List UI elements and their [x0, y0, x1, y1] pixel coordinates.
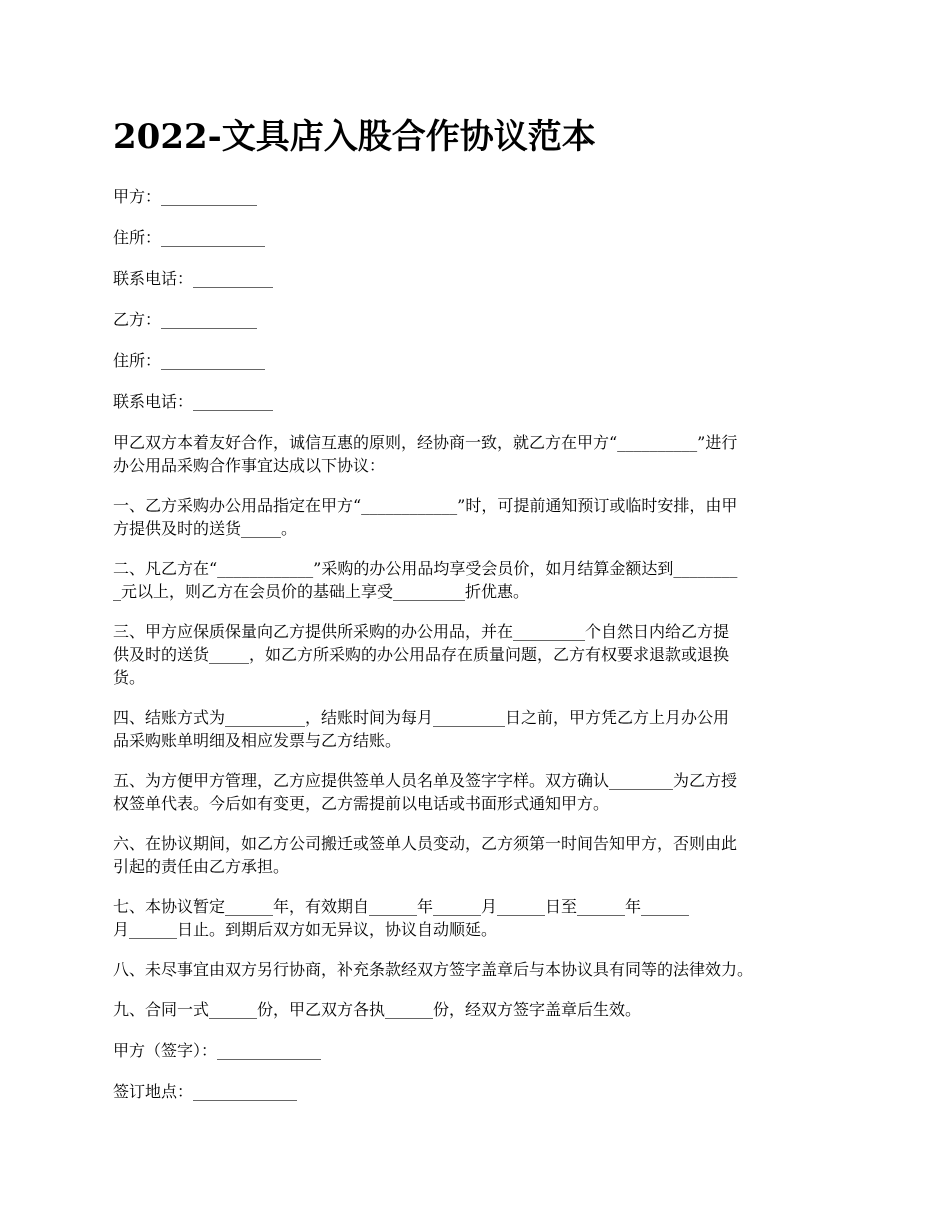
- document-title: 2022-文具店入股合作协议范本: [113, 117, 596, 157]
- party-a-phone: 联系电话：__________: [113, 269, 274, 288]
- party-b-phone: 联系电话：__________: [113, 392, 274, 411]
- party-a-address: 住所：_____________: [113, 228, 266, 247]
- clause-7: 七、本协议暂定______年，有效期自______年______月______日至______年______ 月______日止。到期后双方如无异议，协议自动顺延。: [113, 897, 690, 939]
- clause-9: 九、合同一式______份，甲乙双方各执______份，经双方签字盖章后生效。: [113, 1000, 642, 1019]
- clause-8: 八、未尽事宜由双方另行协商，补充条款经双方签字盖章后与本协议具有同等的法律效力。: [113, 960, 754, 979]
- clause-2: 二、凡乙方在“____________”采购的办公用品均享受会员价，如月结算金额达到________ _元以上，则乙方在会员价的基础上享受_________折优惠。: [113, 559, 738, 601]
- clause-5: 五、为方便甲方管理，乙方应提供签单人员名单及签字字样。双方确认________为乙方授 权签单代表。今后如有变更，乙方需提前以电话或书面形式通知甲方。: [113, 771, 738, 813]
- party-b-label: 乙方：____________: [113, 310, 258, 329]
- sign-party-a: 甲方（签字）：_____________: [113, 1041, 322, 1060]
- clause-6: 六、在协议期间，如乙方公司搬迁或签单人员变动，乙方须第一时间告知甲方，否则由此 引起的责任由乙方承担。: [113, 834, 738, 876]
- clause-3: 三、甲方应保质保量向乙方提供所采购的办公用品，并在_________个自然日内给乙方提 供及时的送货_____，如乙方所采购的办公用品存在质量问题，乙方有权要求退款或退换 货。: [113, 622, 730, 687]
- clause-1: 一、乙方采购办公用品指定在甲方“____________”时，可提前通知预订或临时安排，由甲 方提供及时的送货_____。: [113, 496, 738, 538]
- party-a-label: 甲方：____________: [113, 187, 258, 206]
- sign-place: 签订地点：_____________: [113, 1082, 298, 1101]
- party-b-address: 住所：_____________: [113, 351, 266, 370]
- intro-paragraph: 甲乙双方本着友好合作，诚信互惠的原则，经协商一致，就乙方在甲方“__________”进行 办公用品采购合作事宜达成以下协议：: [113, 433, 738, 475]
- clause-4: 四、结账方式为__________，结账时间为每月_________日之前，甲方凭乙方上月办公用 品采购账单明细及相应发票与乙方结账。: [113, 708, 730, 750]
